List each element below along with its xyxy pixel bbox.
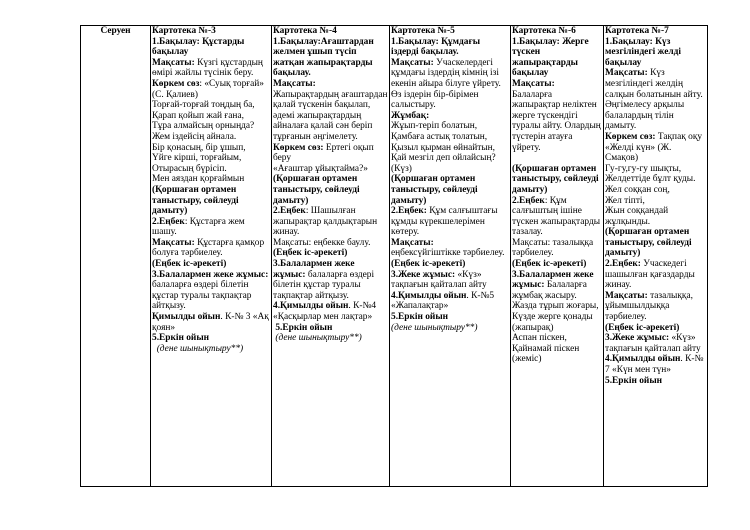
card-line-text: Жұмбақ:: [391, 110, 430, 121]
card-line-text: Мен аяздан қорғаймын: [152, 174, 245, 185]
card-line-text: (Еңбек іс-әрекеті): [152, 259, 227, 270]
card-line-text: Мақсаты: еңбекке баулу.: [273, 237, 371, 248]
card-line-rest: Тақпақ оқу «Желді күн» (Ж. Смақов): [605, 131, 705, 164]
card-line: [512, 26, 602, 37]
card-line: [605, 376, 706, 387]
card-line-rest: Учаскедегі шашылған қағаздарды жинау.: [605, 259, 698, 291]
card-line: [391, 26, 509, 37]
walk-row: [81, 26, 708, 487]
card-line-rest: . К-№5 «Жапалақтар»: [391, 290, 497, 312]
card-line-text: Қамбаға астық толатын,: [391, 131, 488, 142]
card-line: [391, 270, 509, 291]
card-line-text: 5.Еркін ойын: [273, 322, 333, 333]
card-line-text: Балаларға жапырақтар неліктен жерге түскендігі туралы айту. Олардың түстерін атауға үйрету.: [512, 89, 604, 153]
card-line-rest: тазалыққа, ұйымшылдыққа тәрбиелеу.: [605, 290, 696, 323]
card-line: [273, 164, 388, 175]
card-line-rest: Құм салғыштағы құмды күрекшелерімен көтеру.: [391, 206, 500, 238]
card-line: [152, 259, 270, 270]
card-line: [152, 185, 270, 217]
card-line-rest: Балаларға жұмбақ жасыру.: [512, 280, 590, 301]
card-line-rest: Ертегі оқып беру: [273, 142, 377, 164]
card-line-text: 4.Қимылды ойын: [605, 354, 681, 365]
card-line-text: Көркем сөз:: [273, 142, 326, 153]
card-line: [605, 291, 706, 323]
card-line-rest: : Құстарға жем шашу.: [152, 216, 248, 238]
card-line: [273, 323, 388, 334]
card-line: [273, 26, 388, 37]
card-line-text: Картотека №-6: [512, 26, 576, 36]
card-line-text: Қай мезгіл деп ойлайсың?: [391, 153, 496, 164]
card-line: [391, 174, 509, 206]
card-line: [391, 238, 509, 249]
card-line: [391, 58, 509, 111]
card-line-text: Картотека №-5: [391, 26, 455, 36]
card-line: [391, 164, 509, 175]
card-line-text: Жел тіпті,: [605, 195, 645, 206]
card-line-text: Отырасың бүрісіп.: [152, 163, 227, 174]
card-line-text: Торғай-торғай тоңдың ба,: [152, 100, 255, 111]
card-line: [391, 323, 509, 334]
card-line: [512, 164, 602, 196]
card-line-rest: . К-№ 3 «Ақ қоян»: [152, 312, 272, 333]
card-line-text: 2.Еңбек:: [391, 206, 430, 217]
card-line: [605, 333, 706, 354]
card-line: [391, 248, 509, 259]
card-line-text: Мақсаты:: [391, 237, 434, 248]
card-line-text: 1.Бақылау: Құстарды бақылау: [152, 36, 247, 58]
card-line: [605, 354, 706, 375]
card-line-text: Көркем сөз: [152, 78, 200, 89]
card-line-text: (Еңбек іс-әрекеті): [391, 259, 466, 270]
card-line: [152, 238, 270, 259]
card-line-text: (дене шынықтыру**): [152, 343, 244, 354]
card-line: [152, 78, 274, 100]
card-line-text: Мақсаты:: [391, 57, 437, 68]
card-line: [391, 37, 509, 58]
card-line: [605, 196, 706, 207]
card-line-text: 1.Бақылау:Ағаштардан желмен ұшып түсіп жатқан жапырақтарды бақылау.: [273, 36, 377, 79]
card-line: [273, 143, 388, 164]
card-line-text: Қарап қойып жай ғана,: [152, 110, 244, 121]
card-line-rest: балаларға өздері білетін құстар туралы тақпақтар айтқызу.: [152, 280, 254, 312]
card-line-rest: «Күз» тақпағын қайталап айту: [605, 333, 701, 354]
card-line-text: Үйге кірші, торғайым,: [152, 153, 242, 164]
card-line: [152, 153, 270, 164]
card-line-rest: Күз мезгіліндегі желдің салқын болатынын айту. Әңгімелесу арқылы балалардың тілін дамыту.: [605, 68, 706, 132]
card-line-text: 3.Жеке жұмыс:: [391, 269, 458, 280]
card-line: [605, 174, 706, 185]
card-line-rest: балаларға өздері білетін құстар туралы тақпақтар айтқызу.: [273, 269, 377, 301]
card-line-text: еңбексүйгіштікке тәрбиелеу.: [391, 248, 505, 259]
card-line-text: Мақсаты:: [605, 290, 651, 301]
card-line-text: 1.Бақылау: Жерге түскен жапырақтарды бақылау: [512, 36, 591, 79]
card-line: [152, 333, 270, 344]
card-line: [605, 185, 706, 196]
card-line: [512, 312, 602, 333]
card-line-text: 2.Еңбек:: [605, 259, 644, 270]
card-line-rest: «Күз» тақпағын қайталап айту: [391, 269, 487, 291]
card-6-cell: [511, 26, 604, 487]
card-line-rest: Күзгі құстардың өмірі жайлы түсінік беру.: [152, 57, 266, 79]
card-line-text: Мақсаты:: [273, 78, 316, 89]
card-line: [512, 301, 602, 312]
card-line: [391, 132, 509, 143]
card-line-text: Картотека №-7: [605, 26, 669, 36]
card-line-text: 3.Балалармен жеке жұмыс:: [273, 259, 357, 280]
card-line-text: Картотека №-4: [273, 26, 337, 36]
card-line-text: Көркем сөз:: [605, 131, 658, 142]
card-line-text: 3.Жеке жұмыс:: [605, 333, 672, 344]
card-line: [391, 206, 509, 238]
card-line-text: (Күз): [391, 163, 412, 174]
card-line-text: Мақсаты:: [152, 57, 198, 68]
card-line-text: 4.Қимылды ойын: [391, 290, 467, 301]
card-line: [605, 227, 706, 259]
card-line: [391, 143, 509, 154]
card-line: [152, 164, 270, 175]
card-line-text: Мақсаты:: [152, 237, 198, 248]
card-line-rest: : Құм салғыштың ішіне түскен жапырақтарды тазалау.: [512, 195, 603, 238]
card-line-rest: Учаскелердегі құмдағы іздердің кімнің ізі екенін айыра білуге үйрету. Өз іздерін бір-бірімен салыстыру.: [391, 57, 504, 111]
card-line-text: 3.Балалармен жеке жұмыс:: [512, 269, 596, 291]
card-line-text: 1.Бақылау: Күз мезгіліндегі желді бақылау: [605, 36, 684, 68]
card-4-cell: [272, 26, 390, 487]
card-line: [273, 90, 388, 143]
card-line: [152, 217, 270, 238]
card-line: [152, 100, 270, 111]
card-line-text: Гу-гу,гу-гу шықты,: [605, 163, 682, 174]
card-line: [152, 270, 270, 312]
card-line: [152, 132, 270, 143]
card-line: [512, 196, 602, 238]
card-line-text: (Қоршаған ортамен таныстыру, сөйлеуді дамыту): [391, 174, 480, 206]
card-line-rest: Құстарға қамқор болуға тәрбиелеу.: [152, 237, 267, 259]
card-7-cell: [604, 26, 708, 487]
card-line-text: Картотека №-3: [152, 26, 216, 36]
card-line-text: Жел соққан соң,: [605, 184, 670, 195]
card-line-text: Аспан піскен, Қайнамай піскен (жеміс): [512, 333, 582, 365]
card-line: [391, 259, 509, 270]
card-line-text: Қызыл қырман өйнайтын,: [391, 142, 496, 153]
card-line-text: (Еңбек іс-әрекеті): [605, 322, 680, 333]
card-line: [152, 37, 270, 58]
card-line-text: Желдеттіде бұлт қуды.: [605, 174, 696, 185]
card-line: [512, 79, 602, 90]
card-line: [391, 111, 509, 122]
card-line: [512, 153, 602, 164]
card-line-text: Тұра алмайсың орныңда?: [152, 121, 255, 132]
card-line: [605, 323, 706, 334]
card-line: [605, 206, 706, 227]
card-line: [512, 90, 602, 154]
card-line-text: [512, 153, 514, 163]
card-line: [391, 153, 509, 164]
card-line: [273, 174, 388, 206]
card-line: [152, 143, 270, 154]
card-line-rest: : «Суық торғай» (С. Қалиев): [152, 78, 274, 100]
card-line-text: Жем іздейсің айнала.: [152, 131, 237, 142]
card-line: [273, 37, 388, 79]
card-line-text: (Қоршаған ортамен таныстыру, сөйлеуді дамыту): [512, 163, 601, 195]
card-line-text: Жұып-теріп болатын,: [391, 121, 478, 132]
card-line: [273, 238, 388, 249]
card-line-text: Қимылды ойын: [152, 312, 221, 323]
card-line: [512, 333, 602, 365]
card-line: [605, 164, 706, 175]
card-line-text: 5.Еркін ойын: [152, 333, 210, 344]
card-line: [152, 121, 270, 132]
card-line: [152, 344, 270, 355]
card-line-text: 2.Еңбек: [273, 206, 306, 217]
card-line-text: «Ағаштар ұйықтайма?»: [273, 163, 368, 174]
card-line: [512, 270, 602, 302]
card-line: [605, 259, 706, 291]
card-line: [273, 248, 388, 259]
card-line-text: Мақсаты: тазалыққа тәрбиелеу.: [512, 237, 596, 259]
card-line-rest: . К-№ 7 «Күн мен түн»: [605, 354, 706, 375]
card-line-text: Жазда тұрып жоғары,: [512, 301, 599, 312]
card-line-text: 2.Еңбек: [512, 195, 545, 206]
card-line-rest: : Шашылған жапырақтар қалдықтарын жинау.: [273, 206, 380, 238]
card-line-text: (Қоршаған ортамен таныстыру, сөйлеуді дамыту): [152, 184, 241, 217]
card-line: [152, 58, 270, 79]
card-line: [273, 259, 388, 301]
card-line-text: (Қоршаған ортамен таныстыру, сөйлеуді дамыту): [273, 174, 362, 206]
card-line-text: 4.Қимылды ойын: [273, 301, 349, 312]
card-line: [512, 238, 602, 259]
card-3-cell: [151, 26, 272, 487]
card-line-text: 1.Бақылау: Құмдағы іздерді бақылау.: [391, 36, 483, 58]
walk-plan-table: [80, 25, 708, 487]
card-5-cell: [390, 26, 511, 487]
card-line-text: Бір қонасың, бір ұшып,: [152, 142, 246, 153]
row-label: Серуен: [100, 26, 131, 36]
card-line: [152, 312, 270, 333]
card-line: [391, 291, 509, 312]
card-line: [391, 121, 509, 132]
card-line: [391, 312, 509, 323]
card-line-text: (Еңбек іс-әрекеті): [273, 248, 348, 259]
card-line-text: (дене шынықтыру**): [273, 333, 362, 344]
card-line: [605, 26, 706, 37]
card-line-text: 3.Балалармен жеке жұмыс:: [152, 269, 271, 280]
card-line: [152, 26, 270, 37]
row-label-cell: [81, 26, 151, 487]
card-line: [605, 132, 706, 164]
card-line-text: Мақсаты:: [512, 78, 555, 89]
card-line-rest: . К-№4 «Қасқырлар мен лақтар»: [273, 301, 379, 323]
card-line-text: 5.Еркін ойын: [605, 375, 663, 386]
card-line: [273, 301, 388, 322]
card-line-text: 2.Еңбек: [152, 216, 185, 227]
card-line-text: Жапырақтардың ағаштардан қалай түскенін бақылап, әдемі жапырақтардың айналаға қалай сән беріп тұрғанын әңгімелету.: [273, 89, 390, 142]
card-line: [273, 79, 388, 90]
card-line: [152, 174, 270, 185]
card-line-text: Күзде жерге қонады (жапырақ): [512, 312, 596, 333]
card-line-text: (дене шынықтыру**): [391, 322, 478, 333]
card-line: [273, 333, 388, 344]
card-line: [512, 259, 602, 270]
card-line: [512, 37, 602, 79]
card-line: [605, 68, 706, 132]
card-line-text: (Еңбек іс-әрекеті): [512, 259, 587, 270]
card-line-text: Жын соққандай жұлқынды.: [605, 206, 671, 227]
card-line-text: Мақсаты:: [605, 68, 651, 79]
card-line: [605, 37, 706, 69]
card-line: [273, 206, 388, 238]
card-line-text: 5.Еркін ойын: [391, 312, 449, 323]
card-line: [152, 111, 270, 122]
card-line-text: (Қоршаған ортамен таныстыру, сөйлеуді дамыту): [605, 227, 694, 259]
